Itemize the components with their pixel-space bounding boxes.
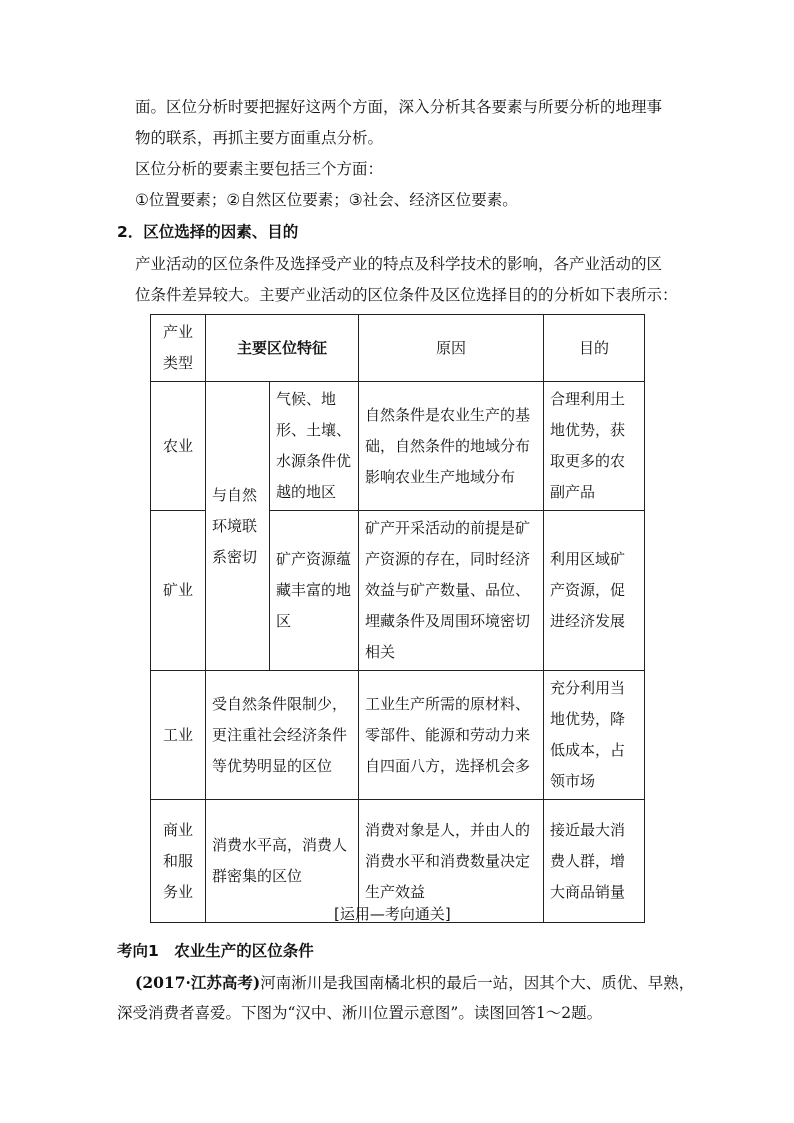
practice-line-1: (2017·江苏高考)河南淅川是我国南橘北枳的最后一站，因其个大、质优、早熟， xyxy=(135,973,695,992)
cell-purpose-commerce: 接近最大消费人群，增大商品销量 xyxy=(544,800,645,923)
cell-type-industry: 工业 xyxy=(151,671,206,800)
intro-line-4: ①位置要素；②自然区位要素；③社会、经济区位要素。 xyxy=(135,191,518,209)
header-main-feature: 主要区位特征 xyxy=(206,315,359,382)
cell-reason-commerce: 消费对象是人，并由人的消费水平和消费数量决定生产效益 xyxy=(359,800,544,923)
cell-type-commerce: 商业和服务业 xyxy=(151,800,206,923)
cell-purpose-agriculture: 合理利用土地优势，获取更多的农副产品 xyxy=(544,382,645,511)
cell-purpose-mining: 利用区域矿产资源，促进经济发展 xyxy=(544,511,645,671)
practice-line-2: 深受消费者喜爱。下图为“汉中、淅川位置示意图”。读图回答1～2题。 xyxy=(117,1004,603,1022)
location-factors-table xyxy=(150,314,645,923)
cell-subfeature-mining: 矿产资源蕴藏丰富的地区 xyxy=(270,511,359,671)
section-2-heading: 2．区位选择的因素、目的 xyxy=(117,223,299,241)
cell-type-mining: 矿业 xyxy=(151,511,206,671)
practice-source: (2017·江苏高考) xyxy=(135,973,261,992)
intro-line-1: 面。区位分析时要把握好这两个方面，深入分析其各要素与所要分析的地理事 xyxy=(135,98,663,116)
cell-reason-agriculture: 自然条件是农业生产的基础，自然条件的地域分布影响农业生产地域分布 xyxy=(359,382,544,511)
intro-line-3: 区位分析的要素主要包括三个方面： xyxy=(135,160,384,178)
practice-heading: 考向1 农业生产的区位条件 xyxy=(117,942,314,960)
cell-subfeature-agriculture: 气候、地形、土壤、水源条件优越的地区 xyxy=(270,382,359,511)
cell-reason-industry: 工业生产所需的原材料、零部件、能源和劳动力来自四面八方，选择机会多 xyxy=(359,671,544,800)
header-purpose: 目的 xyxy=(544,315,645,382)
cell-purpose-industry: 充分利用当地优势，降低成本，占领市场 xyxy=(544,671,645,800)
cell-feature-industry: 受自然条件限制少，更注重社会经济条件等优势明显的区位 xyxy=(206,671,359,800)
section-2-para-line-2: 位条件差异较大。主要产业活动的区位条件及区位选择目的的分析如下表所示： xyxy=(135,286,678,304)
cell-type-agriculture: 农业 xyxy=(151,382,206,511)
header-industry-type: 产业类型 xyxy=(151,315,206,382)
header-reason: 原因 xyxy=(359,315,544,382)
intro-line-2: 物的联系，再抓主要方面重点分析。 xyxy=(135,129,384,147)
table-header-row xyxy=(151,315,645,382)
cell-reason-mining: 矿产开采活动的前提是矿产资源的存在，同时经济效益与矿产数量、品位、埋藏条件及周围环境密切相关 xyxy=(359,511,544,671)
table-row xyxy=(151,382,645,511)
table-row xyxy=(151,671,645,800)
cell-shared-feature: 与自然环境联系密切 xyxy=(206,382,270,671)
cell-feature-commerce: 消费水平高，消费人群密集的区位 xyxy=(206,800,359,923)
section-caption: [运用—考向通关] xyxy=(334,905,451,923)
section-2-para-line-1: 产业活动的区位条件及选择受产业的特点及科学技术的影响，各产业活动的区 xyxy=(135,255,663,273)
